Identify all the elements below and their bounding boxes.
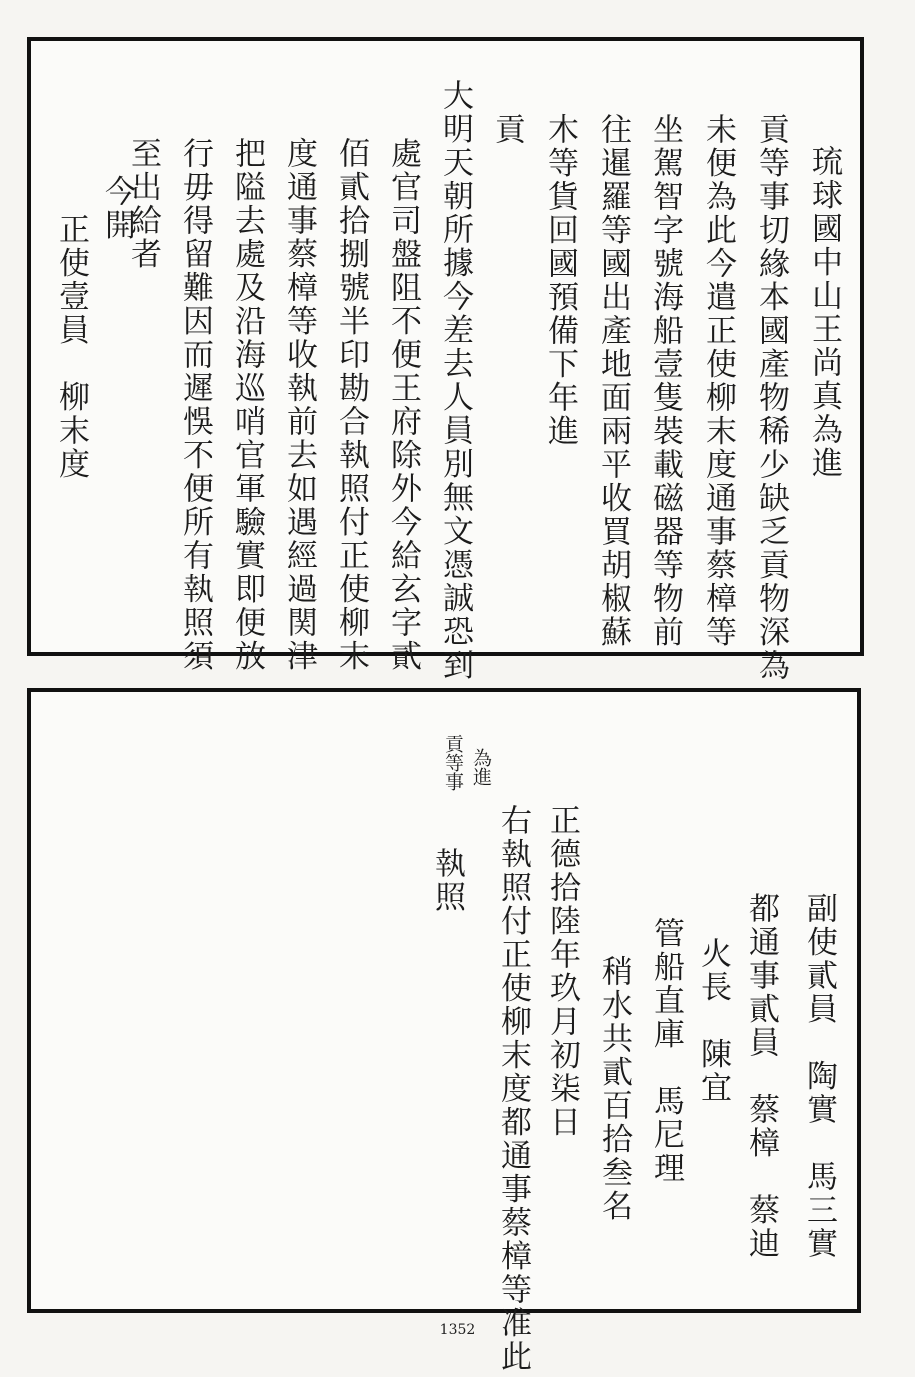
text-column: 副使貳員 陶實 馬三實	[801, 892, 837, 1261]
text-column: 行毋得留難因而遲悞不便所有執照須	[177, 137, 213, 673]
text-column: 處官司盤阻不便王府除外今給玄字貳	[385, 137, 421, 673]
text-column: 木等貨回國預備下年進	[542, 113, 578, 448]
small-annotation: 貢等事	[442, 734, 464, 791]
text-column: 管船直庫 馬尼理	[648, 917, 684, 1185]
page-number: 1352	[439, 1322, 476, 1338]
text-column: 都通事貳員 蔡樟 蔡迪	[743, 892, 779, 1261]
text-column: 正德拾陸年玖月初柒日	[544, 804, 580, 1139]
text-column: 度通事蔡樟等收執前去如遇經過関津	[281, 137, 317, 673]
text-column: 琉球國中山王尚真為進	[806, 145, 842, 480]
text-column: 貢等事切緣本國產物稀少缺乏貢物深為	[753, 113, 789, 683]
text-column: 貢	[489, 113, 525, 147]
text-column: 火長 陳宜	[695, 937, 731, 1105]
text-column: 把隘去處及沿海巡哨官軍驗實即便放	[229, 137, 265, 673]
text-column: 大明天朝所據今差去人員別無文憑誠恐到	[437, 79, 473, 682]
small-annotation: 為進	[470, 748, 492, 786]
upper-document-panel	[27, 37, 864, 683]
text-column: 佰貳拾捌號半印勘合執照付正使柳末	[333, 137, 369, 673]
text-column: 坐駕智字號海船壹隻裝載磁器等物前	[647, 113, 683, 649]
text-column: 未便為此今遣正使柳末度通事蔡樟等	[700, 113, 736, 649]
text-column: 稍水共貳百拾叁名	[596, 955, 632, 1223]
text-column: 執照	[429, 847, 465, 914]
text-column: 往暹羅等國出產地面兩平收買胡椒蘇	[595, 113, 631, 649]
text-column: 至出給者	[125, 137, 161, 271]
text-column: 正使壹員 柳末度	[53, 213, 89, 481]
text-column: 今開	[99, 175, 135, 242]
text-column: 右執照付正使柳末度都通事蔡樟等准此	[495, 804, 531, 1374]
